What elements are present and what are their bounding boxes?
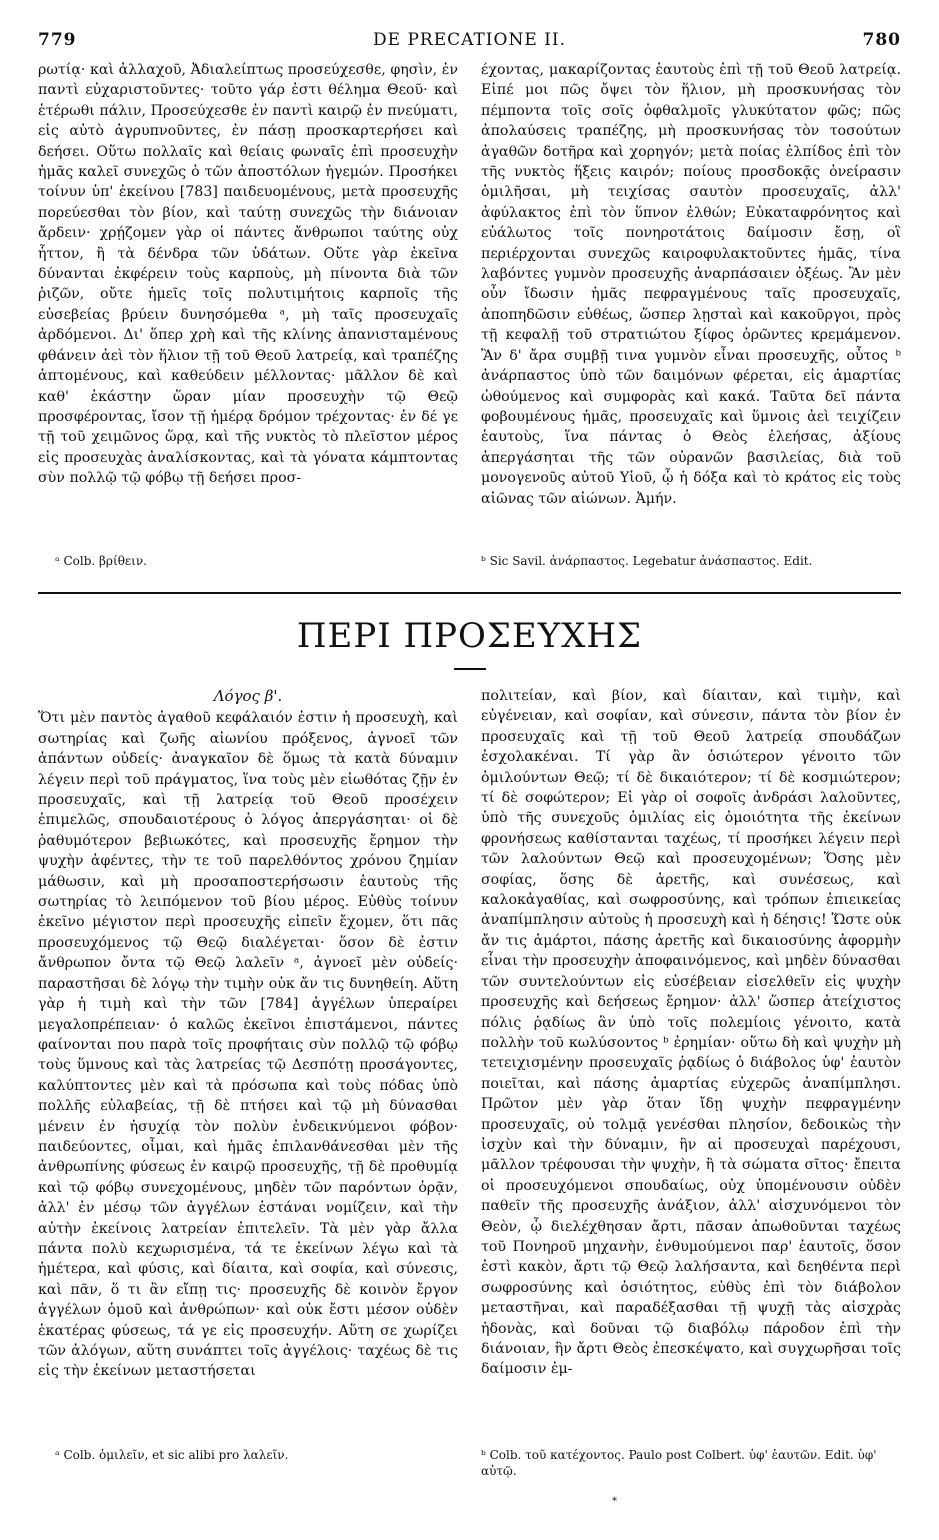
top-left-paragraph: ρωτίᾳ· καὶ ἀλλαχοῦ, Ἀδιαλείπτως προσεύχεσθε, φησὶν, ἐν παντὶ εὐχαριστοῦντες· τοῦτο γάρ ἐστι θέλημα Θεοῦ· καὶ ἑτέρωθι πάλιν, Προσεύχεσθε ἐν παντὶ καιρῷ ἐν πνεύματι, εἰς αὐτὸ ἀγρυπνοῦντες, ἐν πάσῃ προσκαρτερήσει καὶ δεήσει. Οὕτω πολλαῖς καὶ θείαις φωναῖς ἐπὶ προσευχὴν ἡμᾶς καλεῖ συνεχῶς ὁ τῶν ἀποστόλων ἡγεμών. Προσήκει τοίνυν ὑπ' ἐκείνου [783] παιδευομένους, μετὰ προσευχῆς πορεύεσθαι τὸν βίον, καὶ ταύτῃ συνεχῶς τὴν διάνοιαν ἄρδειν· χρῄζομεν γὰρ οἱ πάντες ἄνθρωποι ταύτης οὐχ ἧττον, ἢ τὰ δένδρα τῶν ὑδάτων. Οὔτε γὰρ ἐκεῖνα δύνανται ἐκφέρειν τοὺς καρποὺς, μὴ πίνοντα διὰ τῶν ῥιζῶν, οὔτε ἡμεῖς τοῖς πολυτιμήτοις καρποῖς τῆς εὐσεβείας βρύειν δυνησόμεθα ᵃ, μὴ ταῖς προσευχαῖς ἀρδόμενοι. Δι' ὅπερ χρὴ καὶ τῆς κλίνης ἀπανισταμένους φθάνειν ἀεὶ τὸν ἥλιον τῇ τοῦ Θεοῦ λατρείᾳ, καὶ τραπέζης ἁπτομένους, καὶ καθεύδειν μέλλοντας· μᾶλλον δὲ καὶ καθ' ἑκάστην ὥραν μίαν προσευχὴν τῷ Θεῷ προσφέροντας, ἴσον τῇ ἡμέρᾳ δρόμον τρέχοντας· ἐν δέ γε τῇ τοῦ χειμῶνος ὥρᾳ, καὶ τῆς νυκτὸς τὸ πλεῖστον μέρος εἰς προσευχὰς ἀναλίσκοντας, καὶ τὰ γόνατα κάμπτοντας σὺν πολλῷ τῷ φόβῳ τῇ δεήσει προσ- <box>38 62 458 487</box>
title-dash <box>454 668 486 670</box>
running-title: DE PRECATIONE II. <box>373 30 566 50</box>
page-number-right: 780 <box>862 30 901 50</box>
bottom-left-paragraph: Ὅτι μὲν παντὸς ἀγαθοῦ κεφάλαιόν ἐστιν ἡ προσευχὴ, καὶ σωτηρίας καὶ ζωῆς αἰωνίου πρόξενος, ἀγνοεῖ τῶν ἁπάντων οὐδείς· ἀναγκαῖον δὲ ὅμως τὰ κατὰ δύναμιν λέγειν περὶ τοῦ πράγματος, ἵνα τοὺς μὲν εἰωθότας ζῇν ἐν προσευχαῖς, καὶ τῇ λατρείᾳ τοῦ Θεοῦ προσέχειν ἐπιμελῶς, σπουδαιοτέρους ὁ λόγος ἀπεργάσηται· οἱ δὲ ῥαθυμότερον βεβιωκότες, καὶ προσευχῆς ἔρημον τὴν ψυχὴν ἀφέντες, τὴν τε τοῦ παρελθόντος χρόνου ζημίαν μάθωσιν, καὶ μὴ προσαποστερήσωσιν ἑαυτοὺς τῆς σωτηρίας τὸ λειπόμενον τοῦ βίου μέρος. Εὐθὺς τοίνυν ἐκεῖνο μέγιστον περὶ προσευχῆς εἰπεῖν ἔχομεν, ὅτι πᾶς προσευχόμενος τῷ Θεῷ διαλέγεται· ὅσον δὲ ἐστιν ἄνθρωπον ὄντα τῷ Θεῷ λαλεῖν ᵃ, ἀγνοεῖ μὲν οὐδείς· παραστῆσαι δὲ λόγῳ τὴν τιμὴν οὐκ ἄν τις δυνηθείη. Αὕτη γὰρ ἡ τιμὴ καὶ τὴν τῶν [784] ἀγγέλων ὑπεραίρει μεγαλοπρέπειαν· ὁ καλῶς ἐκεῖνοι ἐπιστάμενοι, πάντες φαίνονται που παρὰ τοῖς προφήταις σὺν πολλῷ τῷ φόβῳ τοὺς ὕμνους καὶ τὰς λατρείας τῷ Δεσπότῃ προσάγοντες, καλύπτοντες μὲν καὶ τὰ πρόσωπα καὶ τοὺς πόδας ὑπὸ πολλῆς εὐλαβείας, τῇ δὲ πτήσει καὶ τῷ μὴ δύνασθαι μένειν ἐν ἡσυχίᾳ τὸν πολὺν ἐνδεικνύμενοι φόβον· παιδεύοντες, οἶμαι, καὶ ἡμᾶς ἐπιλανθάνεσθαι μὲν τῆς ἀνθρωπίνης φύσεως ἐν καιρῷ προσευχῆς, τῇ δὲ προθυμίᾳ καὶ τῷ φόβῳ συνεχομένους, μηδὲν τῶν παρόντων ὁρᾷν, ἀλλ' ἐν μέσῳ τῶν ἀγγέλων ἑστάναι νομίζειν, καὶ τὴν αὐτὴν ἐκείνοις λατρείαν ἐπιτελεῖν. Τὰ μὲν γὰρ ἄλλα πάντα πολὺ κεχωρισμένα, τά τε ἐκείνων λέγω καὶ τὰ ἡμέτερα, καὶ φύσις, καὶ δίαιτα, καὶ σοφία, καὶ σύνεσις, καὶ πᾶν, ὅ τι ἂν εἴπῃ τις· προσευχῆς δὲ κοινὸν ἔργον ἀγγέλων ὁμοῦ καὶ ἀνθρώπων· καὶ οὐκ ἔστι μέσον οὐδὲν ἑκατέρας φύσεως, τά γε εἰς προσευχήν. Αὕτη σε χωρίζει τῶν ἀλόγων, αὕτη συνάπτει τοῖς ἀγγέλοις· ταχέως δὲ τις εἰς τὴν ἐκείνων μεταστήσεται <box>38 710 458 1380</box>
footnote-bottom-right: ᵇ Colb. τοῦ κατέχοντος. Paulo post Colbert. ὑφ' ἑαυτῶν. Edit. ὑφ' αὐτῷ. <box>481 1448 877 1478</box>
running-head <box>38 30 901 54</box>
top-right-paragraph: έχοντας, μακαρίζοντας ἑαυτοὺς ἐπὶ τῇ τοῦ Θεοῦ λατρείᾳ. Εἰπέ μοι πῶς ὄψει τὸν ἥλιον, μὴ προσκυνήσας τὸν πέμποντα τοῖς σοῖς ὀφθαλμοῖς γλυκύτατον φῶς; πῶς ἀπολαύσεις τραπέζης, μὴ προσκυνήσας τὸν τοσούτων ἀγαθῶν δοτῆρα καὶ χορηγόν; μετὰ ποίας ἐλπίδος ἐπὶ τὸν τῆς νυκτὸς ἥξεις καιρόν; ποίους προσδοκᾷς ὀνείρασιν ὁμιλῆσαι, μὴ τειχίσας σαυτὸν προσευχαῖς, ἀλλ' ἀφύλακτος ἐπὶ τὸν ὕπνον ἐλθών; Εὐκαταφρόνητος καὶ εὐάλωτος τοῖς πονηροτάτοις δαίμοσιν ἔσῃ, οἳ περιέρχονται συνεχῶς καιροφυλακτοῦντες ἡμᾶς, τίνα λαβόντες γυμνὸν προσευχῆς ἀναρπάσαιεν ὀξέως. Ἂν μὲν οὖν ἴδωσιν ἡμᾶς πεφραγμένους ταῖς προσευχαῖς, ἀποπηδῶσιν εὐθέως, ὥσπερ λῃσταὶ καὶ κακοῦργοι, πρὸς τῇ κεφαλῇ τοῦ στρατιώτου ξίφος ὁρῶντες κρεμάμενον. Ἂν δ' ἄρα συμβῇ τινα γυμνὸν εἶναι προσευχῆς, οὗτος ᵇ ἀνάρπαστος ὑπὸ τῶν δαιμόνων φέρεται, εἰς ἁμαρτίας ὠθούμενος καὶ συμφορὰς καὶ κακά. Ταῦτα δεῖ πάντα φοβουμένους ἡμᾶς, προσευχαῖς καὶ ὕμνοις ἀεὶ τειχίζειν ἑαυτοὺς, ἵνα πάντας ὁ Θεὸς ἐλεήσας, ἀξίους ἀπεργάσηται τῆς τῶν οὐρανῶν βασιλείας, διὰ τοῦ μονογενοῦς αὐτοῦ Υἱοῦ, ᾧ ἡ δόξα καὶ τὸ κράτος εἰς τοὺς αἰῶνας τῶν αἰώνων. Ἀμήν. <box>481 62 901 507</box>
section-divider <box>38 592 901 594</box>
bottom-right-paragraph: πολιτείαν, καὶ βίον, καὶ δίαιταν, καὶ τιμὴν, καὶ εὐγένειαν, καὶ σοφίαν, καὶ σύνεσιν, πάντα τὸν βίον ἐν προσευχαῖς καὶ τῇ τοῦ Θεοῦ λατρείᾳ σπουδάζων ἐσχολακέναι. Τί γὰρ ἂν ὁσιώτερον γένοιτο τῶν ὁμιλούντων Θεῷ; τί δὲ δικαιότερον; τί δὲ κοσμιώτερον; τί δὲ σοφώτερον; Εἰ γὰρ οἱ σοφοῖς ἀνδράσι λαλοῦντες, ὑπὸ τῆς συνεχοῦς ὁμιλίας εἰς ὁμοιότητα τῆς ἐκείνων φρονήσεως καθίστανται ταχέως, τί προσήκει λέγειν περὶ τῶν λαλούντων Θεῷ καὶ προσευχομένων; Ὅσης μὲν σοφίας, ὅσης δὲ ἀρετῆς, καὶ συνέσεως, καὶ καλοκἀγαθίας, καὶ σωφροσύνης, καὶ τρόπων ἐπιεικείας ἀναπίμπλησιν αὐτοὺς ἡ προσευχὴ καὶ ἡ δέησις! Ὥστε οὐκ ἄν τις ἁμάρτοι, πάσης ἀρετῆς καὶ δικαιοσύνης ἀφορμὴν εἶναι τὴν προσευχὴν ἀποφαινόμενος, καὶ μηδὲν δύνασθαι τῶν συντελούντων εἰς εὐσέβειαν εἰσελθεῖν εἰς ψυχὴν προσευχῆς καὶ δεήσεως ἔρημον· ἀλλ' ὥσπερ ἀτείχιστος πόλις ῥᾳδίως ἂν ὑπὸ τοῖς πολεμίοις γένοιτο, κατὰ πολλὴν τοῦ κωλύσοντος ᵇ ἐρημίαν· οὕτω δὴ καὶ ψυχὴν μὴ τετειχισμένην προσευχαῖς ῥᾳδίως ὁ διάβολος ὑφ' ἑαυτὸν ποιεῖται, καὶ πάσης ἁμαρτίας εὐχερῶς ἀναπίμπλησι. Πρῶτον μὲν γὰρ ὅταν ἴδῃ ψυχὴν πεφραγμένην προσευχαῖς, οὐ τολμᾷ γενέσθαι πλησίον, δεδοικὼς τὴν ἰσχὺν καὶ τὴν δύναμιν, ἣν αἱ προσευχαὶ παρέχουσι, μᾶλλον τρέφουσαι τὴν ψυχὴν, ἢ τὰ σώματα σῖτος· ἔπειτα οἱ προσευχόμενοι σπουδαίως, οὐχ ὑπομένουσιν οὐδὲν παθεῖν τῆς προσευχῆς ἀνάξιον, ἀλλ' αἰσχυνόμενοι τὸν Θεὸν, ᾧ διελέχθησαν ἄρτι, πᾶσαν ἀπωθοῦνται ταχέως τοῦ Πονηροῦ μηχανὴν, ἐνθυμούμενοι παρ' ἑαυτοῖς, ὅσον ἐστὶ κακὸν, ἄρτι τῷ Θεῷ λαλήσαντα, καὶ δεηθέντα περὶ σωφροσύνης καὶ ὁσιότητος, εὐθὺς ἐπὶ τὸν διάβολον μεταστῆναι, καὶ παραδέξασθαι τῇ ψυχῇ τὰς αἰσχρὰς ἡδονὰς, καὶ δοῦναι τῷ διαβόλῳ πάροδον ἐπὶ τὴν διάνοιαν, ἣν ἄρτι Θεὸς ἐπεσκέψατο, καὶ συγχωρῆσαι τοῖς δαίμοσιν ἐμ- <box>481 688 901 1378</box>
page-number-left: 779 <box>38 30 77 50</box>
end-mark: * <box>612 1496 617 1507</box>
top-left-column <box>38 60 458 530</box>
footnote-top-left: ᵃ Colb. βρίθειν. <box>55 554 147 568</box>
bottom-left-column <box>38 686 458 1446</box>
sermon-subheading: Λόγος β'. <box>213 687 283 705</box>
section-title: ΠΕΡΙ ΠΡΟΣΕΥΧΗΣ <box>296 616 643 656</box>
footnote-top-right: ᵇ Sic Savil. ἀνάρπαστος. Legebatur ἀνάσπαστος. Edit. <box>481 554 813 568</box>
bottom-right-column <box>481 686 901 1446</box>
top-right-column <box>481 60 901 530</box>
footnote-bottom-left: ᵃ Colb. ὁμιλεῖν, et sic alibi pro λαλεῖν. <box>55 1448 289 1462</box>
